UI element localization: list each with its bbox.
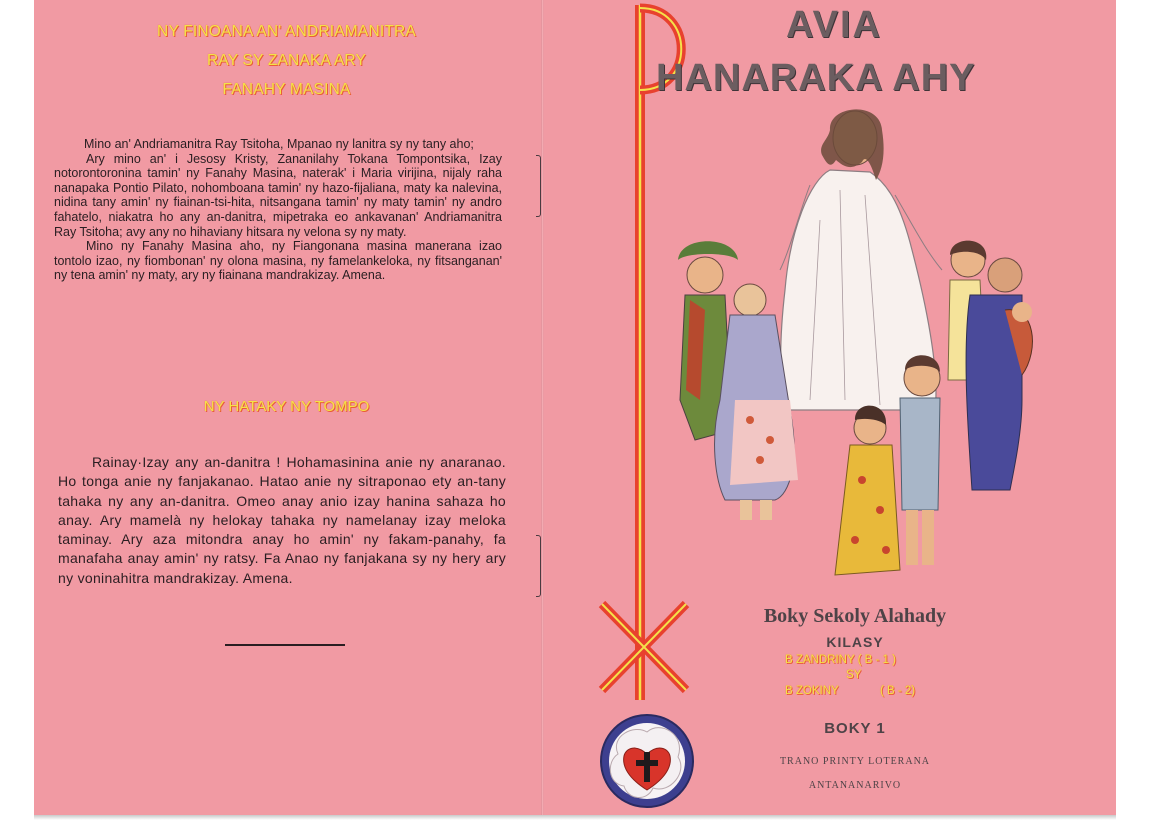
- cover-title-line-1: AVIA: [786, 4, 882, 46]
- creed-paragraph: Mino ny Fanahy Masina aho, ny Fiangonana masina manerana izao tontolo izao, ny fiombonan' ny olona masina, ny famelankeloka, ny fitsanganan' ny tena amin' ny maty, ary ny fiainana mandrakizay. Amena.: [54, 239, 502, 283]
- creed-title-line-1: NY FINOANA AN' ANDRIAMANITRA: [157, 23, 416, 40]
- luther-rose-seal-icon: [598, 712, 696, 810]
- lords-prayer-text: [58, 453, 506, 588]
- creed-title-line-3: FANAHY MASINA: [222, 81, 351, 98]
- lords-prayer-title: NY HATAKY NY TOMPO: [203, 398, 370, 415]
- apostles-creed-text: [54, 137, 502, 283]
- publisher-city: ANTANANARIVO: [808, 780, 902, 791]
- publisher-name: TRANO PRINTY LOTERANA: [779, 756, 931, 767]
- cover-title-line-2: HANARAKA AHY: [656, 57, 976, 99]
- jesus-with-children-illustration: [650, 100, 1050, 600]
- class-line-1: B ZANDRINY ( B - 1 ): [785, 654, 896, 666]
- staple-top: [536, 155, 541, 217]
- class-label: KILASY: [826, 634, 884, 650]
- book-subtitle: Boky Sekoly Alahady: [763, 605, 947, 627]
- creed-paragraph: Ary mino an' i Jesosy Kristy, Zananilahy Tokana Tompontsika, Izay notorontoronina tamin' ny Fanahy Masina, naterak' i Maria virijina, nijaly raha nanapaka Pontio Pilato, nohomboana tamin' ny hazo-fijaliana, maty ka nalevina, nidina tany amin' ny fiainan-tsi-hita, nitsangana tamin' ny maty tamin' ny andro fahatelo, niakatra ho any an-danitra, mipetraka eo ankavanan' Andriamanitra Ray Tsitoha; avy any no hihaviany hitsara ny velona sy ny maty.: [54, 151, 502, 239]
- class-conjunction: SY: [846, 669, 862, 681]
- lords-prayer-paragraph: Rainay·Izay any an-danitra ! Hohamasinina anie ny anaranao. Ho tonga anie ny fanjakanao. Hatao anie ny sitraponao ety an-tany tahaka ny any an-danitra. Omeo anay anio izay hanina sahaza ho anay. Ary mamelà ny helokay tahaka ny namelanay izay meloka taminay. Ary aza mitondra anay ho amin' ny fakam-panahy, fa manafaha anay amin' ny ratsy. Fa Anao ny fanjakana sy ny hery ary ny voninahitra mandrakizay. Amena.: [58, 454, 506, 586]
- creed-title-line-2: RAY SY ZANAKA ARY: [206, 52, 367, 69]
- class-line-2-code: ( B - 2): [880, 685, 916, 697]
- page-shadow: [34, 815, 1116, 820]
- creed-paragraph: Mino an' Andriamanitra Ray Tsitoha, Mpanao ny lanitra sy ny tany aho;: [84, 137, 474, 151]
- staple-bottom: [536, 535, 541, 597]
- spine-fold: [541, 0, 544, 815]
- closing-rule: [225, 644, 345, 646]
- book-number: BOKY 1: [824, 720, 886, 737]
- class-line-2-name: B ZOKINY: [785, 685, 839, 697]
